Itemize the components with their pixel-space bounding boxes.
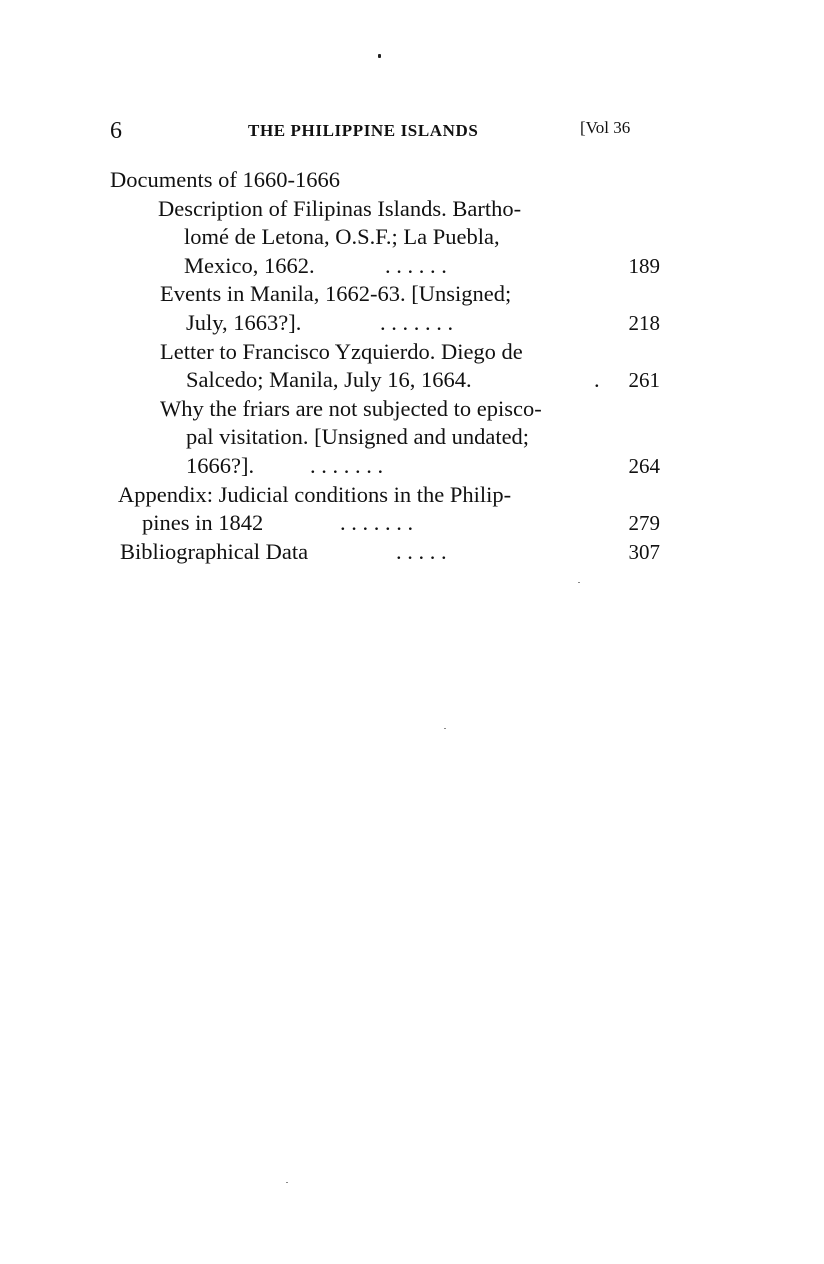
toc-line xyxy=(110,309,670,338)
toc-line xyxy=(110,223,670,252)
toc-entry-text: pines in 1842 xyxy=(142,510,264,536)
ink-speck xyxy=(444,728,446,729)
toc-line xyxy=(110,280,670,309)
toc-entry-text: pal visitation. [Unsigned and undated; xyxy=(186,424,530,450)
volume-label: [Vol 36 xyxy=(580,118,631,137)
toc-page-number: 189 xyxy=(628,253,660,278)
toc-line xyxy=(110,423,670,452)
toc-entry-text: Why the friars are not subjected to episco- xyxy=(160,395,542,421)
toc-page-number: 279 xyxy=(628,511,660,536)
toc-line xyxy=(110,166,670,195)
toc-entry-text: Events in Manila, 1662-63. [Unsigned; xyxy=(160,281,512,307)
dot-leader: . . . . . . . xyxy=(310,452,384,478)
toc-page-number: 307 xyxy=(628,539,660,564)
toc-line xyxy=(110,338,670,367)
page-number: 6 xyxy=(110,118,122,144)
dot-leader: . . . . . . xyxy=(385,252,447,278)
toc-entry-text: Description of Filipinas Islands. Bartho- xyxy=(158,195,522,221)
toc-entry-text: Letter to Francisco Yzquierdo. Diego de xyxy=(160,338,523,364)
toc-entry-text: Documents of 1660-1666 xyxy=(110,167,340,192)
toc-page-number: 218 xyxy=(628,310,660,335)
toc-entry-text: Salcedo; Manila, July 16, 1664. xyxy=(186,367,472,393)
ink-speck xyxy=(378,54,381,58)
toc-line xyxy=(110,195,670,224)
toc-entry-text: July, 1663?]. xyxy=(186,309,302,335)
toc-entry-text: Appendix: Judicial conditions in the Philip- xyxy=(118,481,512,507)
toc-page-number: 264 xyxy=(628,453,660,478)
running-head xyxy=(108,118,668,148)
dot-leader: . . . . . xyxy=(396,538,447,564)
dot-leader: . . . . . . . xyxy=(380,309,454,335)
toc-line xyxy=(110,366,670,395)
dot-leader: . . . . . . . xyxy=(340,510,414,536)
toc-line xyxy=(110,481,670,510)
toc-entry-text: 1666?]. xyxy=(186,452,255,478)
toc-entry-text: Bibliographical Data xyxy=(120,538,309,564)
toc-line xyxy=(110,509,670,538)
toc-line xyxy=(110,252,670,281)
dot-leader: . xyxy=(594,367,600,393)
toc-entry-text: lomé de Letona, O.S.F.; La Puebla, xyxy=(184,224,500,250)
toc-line xyxy=(110,395,670,424)
table-of-contents xyxy=(110,166,670,566)
toc-line xyxy=(110,452,670,481)
book-title: THE PHILIPPINE ISLANDS xyxy=(248,121,479,140)
toc-page-number: 261 xyxy=(628,368,660,393)
ink-speck xyxy=(286,1182,288,1183)
toc-entry-text: Mexico, 1662. xyxy=(184,252,315,278)
ink-speck xyxy=(578,582,580,583)
toc-line xyxy=(110,538,670,567)
